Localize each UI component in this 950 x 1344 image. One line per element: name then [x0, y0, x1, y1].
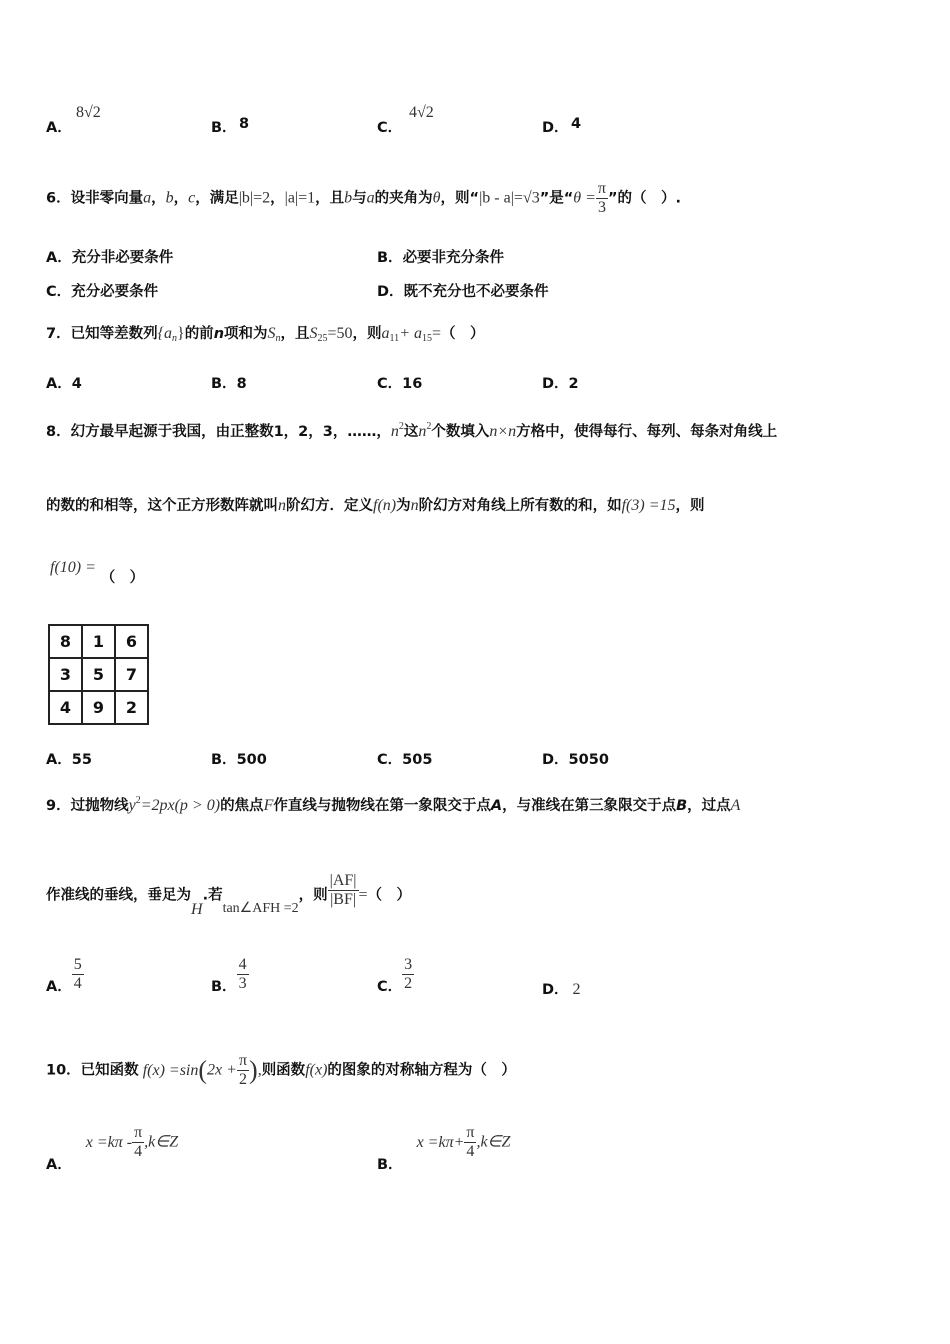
q6-option-d[interactable]	[377, 280, 549, 301]
n-variable: n	[213, 326, 225, 342]
stem-text: 个数填入	[431, 424, 490, 440]
option-value: 55	[71, 752, 92, 768]
subscript: n	[172, 333, 177, 344]
stem-text: 的前	[184, 326, 214, 342]
q7-stem	[0, 314, 950, 354]
point-a: A	[730, 797, 741, 814]
option-label: C．	[377, 978, 403, 995]
magic-square-cell: 3	[49, 658, 82, 691]
option-label: D．	[542, 982, 569, 998]
parabola-equation: =2px(p > 0)	[140, 797, 221, 814]
option-label: C．	[377, 752, 403, 768]
subscript: 25	[317, 333, 328, 344]
fraction-numerator: 3	[404, 956, 413, 973]
option-fraction	[237, 956, 249, 993]
q8-option-d[interactable]	[542, 748, 609, 769]
option-value: 500	[236, 752, 267, 768]
subscript: 11	[389, 333, 400, 344]
superscript: 2	[398, 421, 404, 432]
option-text: 充分非必要条件	[71, 250, 174, 266]
point-b: B	[676, 798, 688, 814]
q10-number: 10．已知函数	[46, 1062, 139, 1079]
magic-square-cell: 2	[115, 691, 148, 724]
option-label: A．	[46, 1156, 72, 1173]
option-label: D．	[377, 284, 404, 300]
option-text: 充分必要条件	[71, 284, 159, 300]
option-fraction	[72, 956, 84, 993]
focus-f: F	[263, 797, 274, 814]
option-expression: ,k∈Z	[476, 1133, 511, 1151]
magic-square-cell: 9	[82, 691, 115, 724]
q8-intro: 8．幻方最早起源于我国，由正整数1，2，3，……，	[46, 424, 391, 440]
stem-text: 方格中，使得每行、每列、每条对角线上	[516, 424, 778, 440]
y-variable: y	[128, 797, 136, 814]
sum-s: S	[267, 325, 276, 342]
equals-sign: =	[431, 325, 442, 342]
n-variable: n	[390, 423, 399, 440]
pi-over-4-fraction	[464, 1124, 476, 1161]
q7-option-a[interactable]	[46, 372, 82, 393]
q5-option-c-value: 4√2	[409, 104, 434, 121]
term-a: a	[381, 325, 390, 342]
fraction-denominator: 3	[597, 199, 606, 216]
q10-option-a[interactable]	[46, 1124, 179, 1173]
magic-square-row	[49, 625, 148, 658]
option-expression: x =kπ -	[85, 1133, 133, 1151]
option-label: B．	[211, 752, 237, 768]
q5-option-b-value: 8	[239, 116, 250, 132]
option-label: C．	[46, 284, 72, 300]
superscript: 2	[135, 795, 141, 806]
fraction-denominator: 3	[238, 975, 247, 992]
q6-option-a[interactable]	[46, 246, 173, 267]
option-value: 4	[71, 376, 82, 392]
vector-a: a	[143, 189, 152, 207]
comma: ，	[173, 190, 189, 207]
n-by-n: n×n	[489, 423, 517, 440]
q7-number: 7．已知等差数列	[46, 326, 158, 342]
q8-line-1	[0, 408, 950, 448]
option-value: 5050	[568, 752, 609, 768]
vector-b: b	[165, 189, 174, 207]
equals-50: =50	[327, 325, 353, 342]
q9-option-a[interactable]	[46, 956, 84, 993]
q5-option-a-value: 8√2	[76, 104, 101, 121]
q5-option-b-label: B．	[211, 120, 237, 136]
function-definition: f(x) =sin	[142, 1061, 199, 1079]
stem-text: 为	[396, 498, 411, 514]
answer-blank: （ ）	[100, 570, 145, 586]
stem-text: .若	[202, 887, 223, 904]
q9-option-c[interactable]	[377, 956, 414, 993]
option-fraction	[402, 956, 414, 993]
vector-c: c	[188, 189, 196, 207]
right-paren: )	[249, 1055, 258, 1085]
norm-a: |a|=1	[284, 189, 316, 207]
q9-line-2	[0, 868, 950, 928]
fraction-numerator: π	[238, 1052, 248, 1069]
q8-option-c[interactable]	[377, 748, 432, 769]
vector-b: b	[344, 189, 353, 207]
stem-text: ，与准线在第三象限交于点	[502, 798, 677, 814]
fraction-numerator: π	[597, 180, 606, 197]
fraction-numerator: π	[466, 1124, 475, 1141]
option-value: 16	[402, 376, 423, 392]
option-label: B．	[211, 978, 237, 995]
magic-square-cell: 4	[49, 691, 82, 724]
foot-h: H	[191, 900, 203, 918]
option-label: B．	[211, 376, 237, 392]
fraction-numerator: |AF|	[329, 872, 357, 889]
f3-equals-15: f(3) =15	[621, 497, 676, 514]
q7-option-c[interactable]	[377, 372, 422, 393]
condition-text: ，且	[315, 190, 345, 207]
magic-square-cell: 6	[115, 625, 148, 658]
option-expression: ,k∈Z	[144, 1133, 179, 1151]
option-label: D．	[542, 752, 569, 768]
q6-options-row-2	[0, 274, 950, 314]
pi-over-4-fraction	[132, 1124, 144, 1161]
option-value: 2	[572, 981, 581, 998]
pi-over-3-fraction	[596, 180, 608, 217]
fraction-denominator: 2	[404, 975, 413, 992]
option-label: C．	[377, 376, 403, 392]
q6-option-c[interactable]	[46, 280, 158, 301]
option-expression: x =kπ+	[416, 1133, 465, 1151]
q9-number: 9．过抛物线	[46, 798, 129, 814]
term-a: + a	[399, 325, 422, 342]
stem-text: ，则	[298, 887, 328, 904]
condition-text: 与	[352, 190, 367, 207]
magic-square-cell: 5	[82, 658, 115, 691]
q8-line-3	[0, 552, 950, 592]
option-value: 8	[236, 376, 247, 392]
stem-text: 的焦点	[220, 798, 264, 814]
magic-square-cell: 7	[115, 658, 148, 691]
subscript: 15	[421, 333, 432, 344]
option-label: A．	[46, 250, 72, 266]
q5-option-c-label: C．	[377, 120, 403, 136]
fraction-numerator: 4	[238, 956, 247, 973]
answer-blank: （ ）	[441, 326, 485, 342]
condition-text: 的夹角为	[374, 190, 433, 207]
option-label: A．	[46, 978, 72, 995]
tan-condition: tan∠AFH =2	[222, 900, 299, 916]
q9-option-d[interactable]	[542, 978, 581, 999]
q8-line-2	[0, 482, 950, 522]
stem-text: ，且	[280, 326, 310, 342]
fraction-denominator: 4	[466, 1143, 475, 1160]
stem-text: 的数的和相等，这个正方形数阵就叫	[46, 498, 278, 514]
stem-text: ，则	[675, 498, 705, 514]
option-label: D．	[542, 376, 569, 392]
function-f-n: f(n)	[373, 497, 397, 514]
q7-option-b[interactable]	[211, 372, 247, 393]
option-value: 2	[568, 376, 579, 392]
option-text: 必要非充分条件	[402, 250, 505, 266]
comma: ，	[270, 190, 285, 207]
magic-square-figure	[48, 624, 149, 725]
q5-option-a-label: A．	[46, 120, 72, 136]
q6-stem	[46, 170, 926, 214]
n-variable: n	[410, 497, 419, 514]
q5-options	[0, 104, 950, 144]
point-a: A	[490, 798, 503, 814]
condition-text: ，则“	[440, 190, 480, 207]
stem-text: 项和为	[224, 326, 268, 342]
f10-expression: f(10) =	[50, 559, 96, 576]
q8-options	[0, 742, 950, 782]
q9-options	[0, 952, 950, 1002]
option-text: 既不充分也不必要条件	[403, 284, 549, 300]
superscript: 2	[426, 421, 432, 432]
function-f-x: f(x)	[305, 1061, 328, 1079]
condition-text: ”是“	[539, 190, 574, 207]
stem-text: 的图象的对称轴方程为（ ）	[327, 1062, 516, 1079]
q5-option-d-label: D．	[542, 120, 569, 136]
q10-stem	[0, 1042, 950, 1092]
sequence-a: {a	[157, 325, 172, 342]
q5-option-d-value: 4	[571, 116, 582, 132]
comma: ,	[257, 1061, 262, 1079]
fraction-denominator: |BF|	[330, 891, 357, 908]
brace: }	[177, 325, 185, 342]
n-variable: n	[278, 497, 286, 514]
stem-text: 则函数	[261, 1062, 306, 1079]
q10-option-b[interactable]	[377, 1124, 511, 1173]
stem-text: 这	[403, 424, 419, 440]
stem-text: ，则	[352, 326, 382, 342]
answer-blank: （ ）	[367, 887, 412, 904]
stem-text: ，过点	[687, 798, 731, 814]
ratio-fraction	[328, 872, 359, 909]
q7-options	[0, 366, 950, 406]
stem-text: 阶幻方对角线上所有数的和，如	[418, 498, 622, 514]
option-label: A．	[46, 752, 72, 768]
option-value: 505	[402, 752, 433, 768]
vector-a: a	[366, 189, 375, 207]
comma: ，	[151, 190, 166, 207]
q6-option-b[interactable]	[377, 246, 504, 267]
question-end: ”的（ ）.	[608, 190, 682, 207]
magic-square-row	[49, 658, 148, 691]
pi-over-2-fraction	[237, 1052, 249, 1089]
norm-difference: |b - a|=√3	[479, 189, 540, 207]
sum-s: S	[309, 325, 318, 342]
q10-options	[0, 1124, 950, 1174]
theta: θ	[432, 189, 441, 207]
q8-option-b[interactable]	[211, 748, 267, 769]
equals-sign: =	[358, 886, 368, 904]
stem-text: 阶幻方．定义	[286, 498, 373, 514]
q9-option-b[interactable]	[211, 956, 249, 993]
stem-text: 作直线与抛物线在第一象限交于点	[273, 798, 491, 814]
magic-square-cell: 1	[82, 625, 115, 658]
q7-option-d[interactable]	[542, 372, 579, 393]
condition-text: ，满足	[195, 190, 239, 207]
option-label: B．	[377, 1156, 403, 1173]
fraction-numerator: 5	[73, 956, 82, 973]
stem-text: 作准线的垂线，垂足为	[46, 887, 191, 904]
subscript: n	[275, 333, 281, 344]
q8-option-a[interactable]	[46, 748, 92, 769]
fraction-denominator: 4	[134, 1143, 143, 1160]
norm-b: |b|=2	[238, 189, 271, 207]
option-label: B．	[377, 250, 403, 266]
q9-line-1	[0, 784, 950, 824]
magic-square-row	[49, 691, 148, 724]
magic-square-cell: 8	[49, 625, 82, 658]
argument: 2x +	[207, 1061, 237, 1079]
fraction-denominator: 4	[73, 975, 82, 992]
theta-equation: θ =	[573, 189, 596, 207]
fraction-numerator: π	[134, 1124, 143, 1141]
fraction-denominator: 2	[238, 1071, 247, 1088]
q6-number: 6．设非零向量	[46, 190, 144, 207]
n-variable: n	[418, 423, 427, 440]
option-label: A．	[46, 376, 72, 392]
left-paren: (	[198, 1055, 208, 1085]
